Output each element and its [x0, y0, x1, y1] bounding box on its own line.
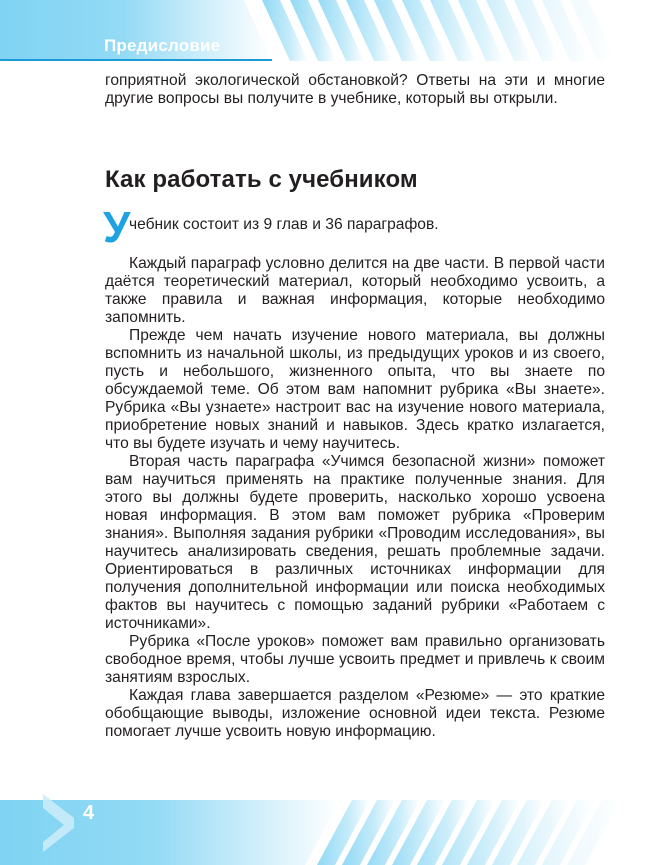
footer-stripes-decoration — [0, 794, 650, 865]
footer-band — [0, 794, 650, 865]
header-band — [0, 0, 650, 61]
lead-paragraph — [103, 203, 605, 252]
paragraph-second-part: Вторая часть параграфа «Учимся безопасной жизни» поможет вам научиться применять на практике полученные знания. Для этого вы должны будете проверить, насколько хорошо усвоена новая информация. В этом вам поможет рубрика «Проверим знания». Выполняя задания рубрики «Проводим исследования», вы научитесь анализировать сведения, решать проблемные задачи. Ориентироваться в различных источниках информации для получения дополнительной информации или поиска необходимых фактов вы научитесь с помощью заданий рубрики «Работаем с источниками». — [105, 453, 605, 632]
drop-cap: У — [103, 203, 131, 252]
paragraph-parts: Каждый параграф условно делится на две части. В первой части даётся теоретический материал, который необходимо усвоить, а также правила и важная информация, которые необходимо запомнить. — [105, 255, 605, 326]
intro-continuation — [105, 72, 605, 108]
lead-text: чебник состоит из 9 глав и 36 параграфов. — [129, 216, 439, 233]
header-stripes-decoration — [0, 0, 650, 61]
page-number: 4 — [83, 802, 95, 824]
paragraph-recall: Прежде чем начать изучение нового материала, вы должны вспомнить из начальной школы, из предыдущих уроков и из своего, пусть и небольшого, жизненного опыта, что вы знаете по обсуждаемой теме. Об этом вам напомнит рубрика «Вы знаете». Рубрика «Вы узнаете» настроит вас на изучение нового материала, приобретение новых знаний и навыков. Здесь кратко излагается, что вы будете изучать и чему научитесь. — [105, 327, 605, 452]
paragraph-after-lessons: Рубрика «После уроков» поможет вам правильно организовать свободное время, чтобы лучше усвоить предмет и привлечь к своим занятиям взрослых. — [105, 633, 605, 686]
running-header-title: Предисловие — [104, 36, 221, 55]
body-text — [105, 255, 605, 741]
paragraph-summary: Каждая глава завершается разделом «Резюме» — это краткие обобщающие выводы, изложение основной идеи текста. Резюме помогает лучше усвоить новую информацию. — [105, 687, 605, 740]
intro-paragraph: гоприятной экологической обстановкой? Ответы на эти и многие другие вопросы вы получите в учебнике, который вы открыли. — [105, 72, 605, 107]
section-heading: Как работать с учебником — [105, 166, 418, 193]
